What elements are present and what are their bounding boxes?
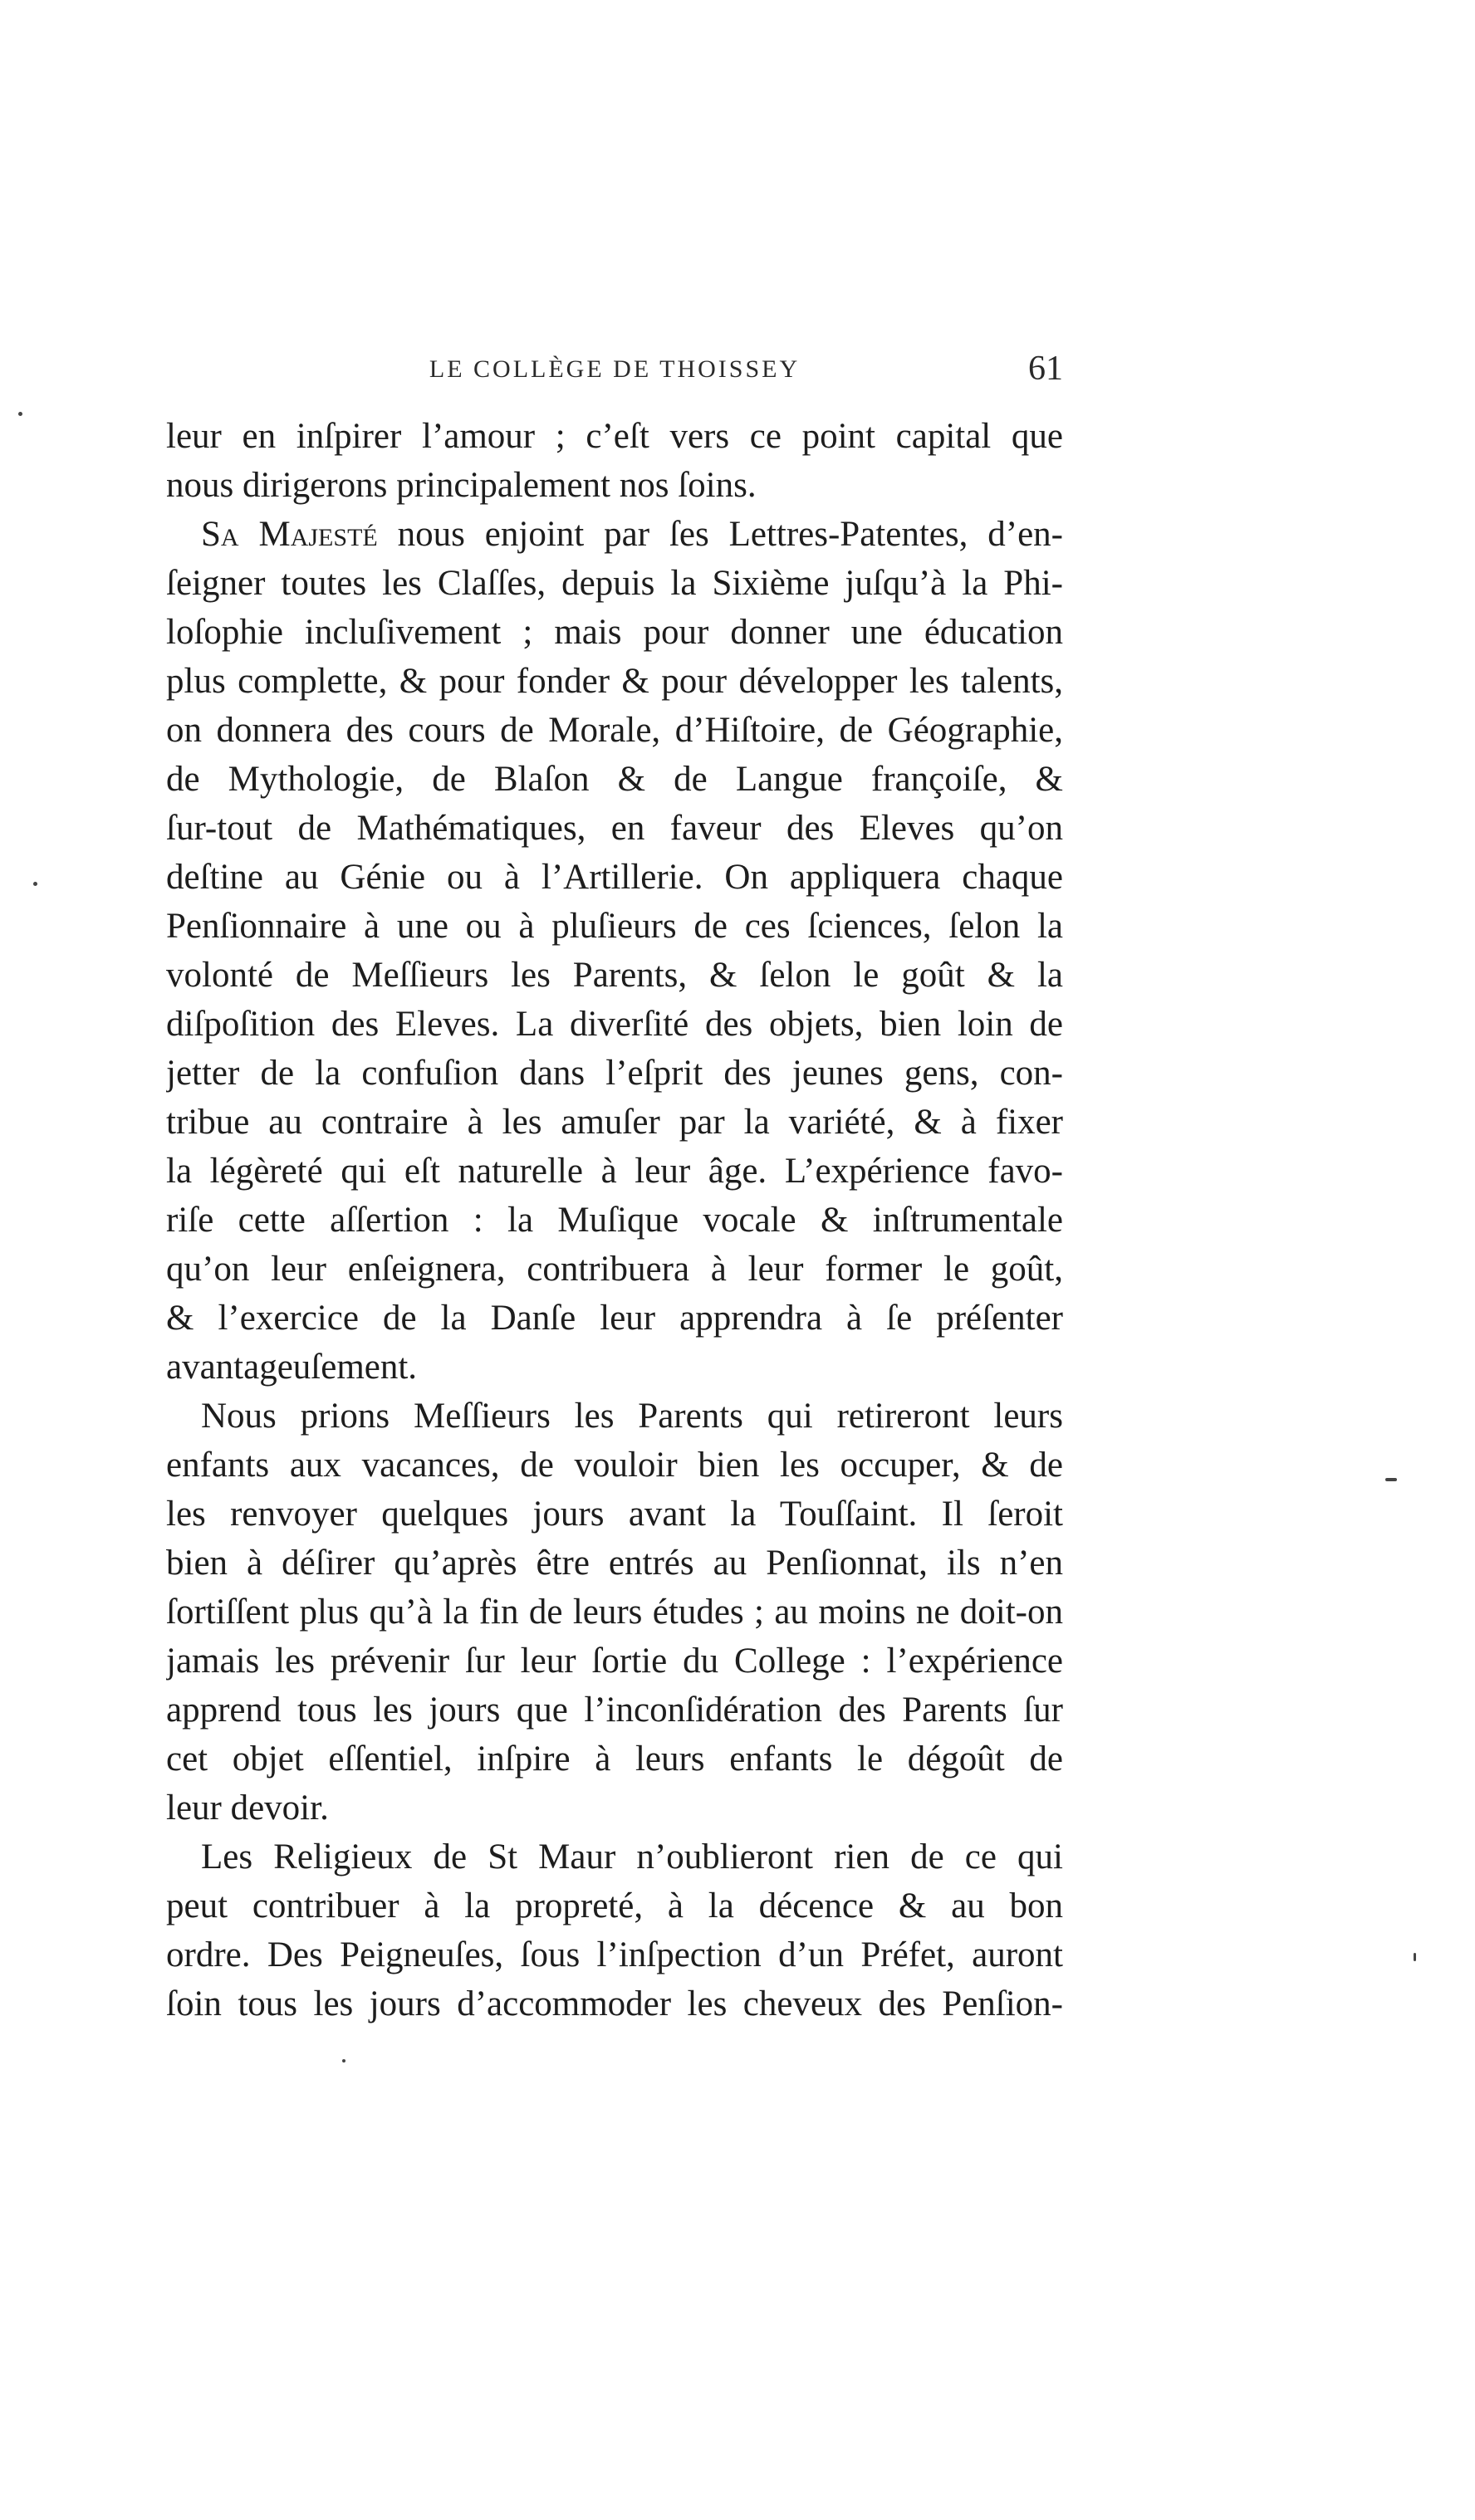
paragraph-2: [166, 510, 1063, 1392]
paragraph-1: [166, 412, 1063, 510]
paper-speck: [18, 412, 22, 416]
text-line: Les Religieux de St Maur n’oublieront rien de ce qui: [201, 1837, 1063, 1877]
text-line-rest: nous enjoint par ſes Lettres-Patentes, d’en-: [377, 515, 1063, 554]
page-number: 61: [1028, 350, 1063, 388]
text-line: & l’exercice de la Danſe leur apprendra à ſe préſenter: [166, 1299, 1063, 1338]
text-line: volonté de Meſſieurs les Parents, & ſelon le goût & la: [166, 956, 1063, 995]
paragraph-4: [166, 1833, 1063, 2028]
paragraph-3: [166, 1392, 1063, 1833]
text-line: cet objet eſſentiel, inſpire à leurs enfants le dégoût de: [166, 1740, 1063, 1779]
small-caps-lead: Sa Majesté: [201, 515, 378, 554]
text-line: de Mythologie, de Blaſon & de Langue françoiſe, &: [166, 760, 1063, 799]
paper-speck: [1414, 1953, 1416, 1961]
text-line: bien à déſirer qu’après être entrés au Penſionnat, ils n’en: [166, 1544, 1063, 1583]
text-line: Nous prions Meſſieurs les Parents qui retireront leurs: [201, 1397, 1063, 1436]
text-line: jetter de la confuſion dans l’eſprit des jeunes gens, con-: [166, 1054, 1063, 1093]
text-line: deſtine au Génie ou à l’Artillerie. On appliquera chaque: [166, 858, 1063, 897]
text-line: enfants aux vacances, de vouloir bien les occuper, & de: [166, 1446, 1063, 1485]
text-line: apprend tous les jours que l’inconſidération des Parents ſur: [166, 1691, 1063, 1730]
text-line: loſophie incluſivement ; mais pour donner une éducation: [166, 613, 1063, 652]
text-line: riſe cette aſſertion : la Muſique vocale & inſtrumentale: [166, 1201, 1063, 1240]
text-line: leur en inſpirer l’amour ; c’eſt vers ce point capital que: [166, 417, 1063, 456]
text-line: ordre. Des Peigneuſes, ſous l’inſpection d’un Préfet, auront: [166, 1935, 1063, 1974]
text-line: on donnera des cours de Morale, d’Hiſtoire, de Géographie,: [166, 711, 1063, 750]
paper-speck: [1385, 1478, 1397, 1481]
text-line: ſeigner toutes les Claſſes, depuis la Sixième juſqu’à la Phi-: [166, 564, 1063, 603]
text-line: leur devoir.: [166, 1788, 329, 1828]
text-line: [166, 510, 1063, 559]
text-line: ſur-tout de Mathématiques, en faveur des Eleves qu’on: [166, 809, 1063, 848]
text-line: nous dirigerons principalement nos ſoins.: [166, 466, 757, 505]
text-line: la légèreté qui eſt naturelle à leur âge. L’expérience favo-: [166, 1152, 1063, 1191]
text-line: diſpoſition des Eleves. La diverſité des objets, bien loin de: [166, 1005, 1063, 1044]
running-title: LE COLLÈGE DE THOISSEY: [429, 355, 801, 383]
text-line: tribue au contraire à les amuſer par la variété, & à fixer: [166, 1103, 1063, 1142]
text-line: ſortiſſent plus qu’à la fin de leurs études ; au moins ne doit-on: [166, 1593, 1063, 1632]
paper-speck: [342, 2059, 345, 2062]
body-text: [166, 412, 1063, 2028]
paper-speck: [33, 882, 37, 886]
text-line: peut contribuer à la propreté, à la décence & au bon: [166, 1886, 1063, 1925]
text-line: ſoin tous les jours d’accommoder les cheveux des Penſion-: [166, 1984, 1063, 2023]
running-head: [166, 349, 1063, 399]
text-line: plus complette, & pour fonder & pour développer les talents,: [166, 662, 1063, 701]
text-line: Penſionnaire à une ou à pluſieurs de ces ſciences, ſelon la: [166, 907, 1063, 946]
text-line: les renvoyer quelques jours avant la Touſſaint. Il ſeroit: [166, 1495, 1063, 1534]
text-line: jamais les prévenir ſur leur ſortie du College : l’expérience: [166, 1642, 1063, 1681]
text-line: qu’on leur enſeignera, contribuera à leur former le goût,: [166, 1250, 1063, 1289]
text-line: avantageuſement.: [166, 1348, 418, 1387]
